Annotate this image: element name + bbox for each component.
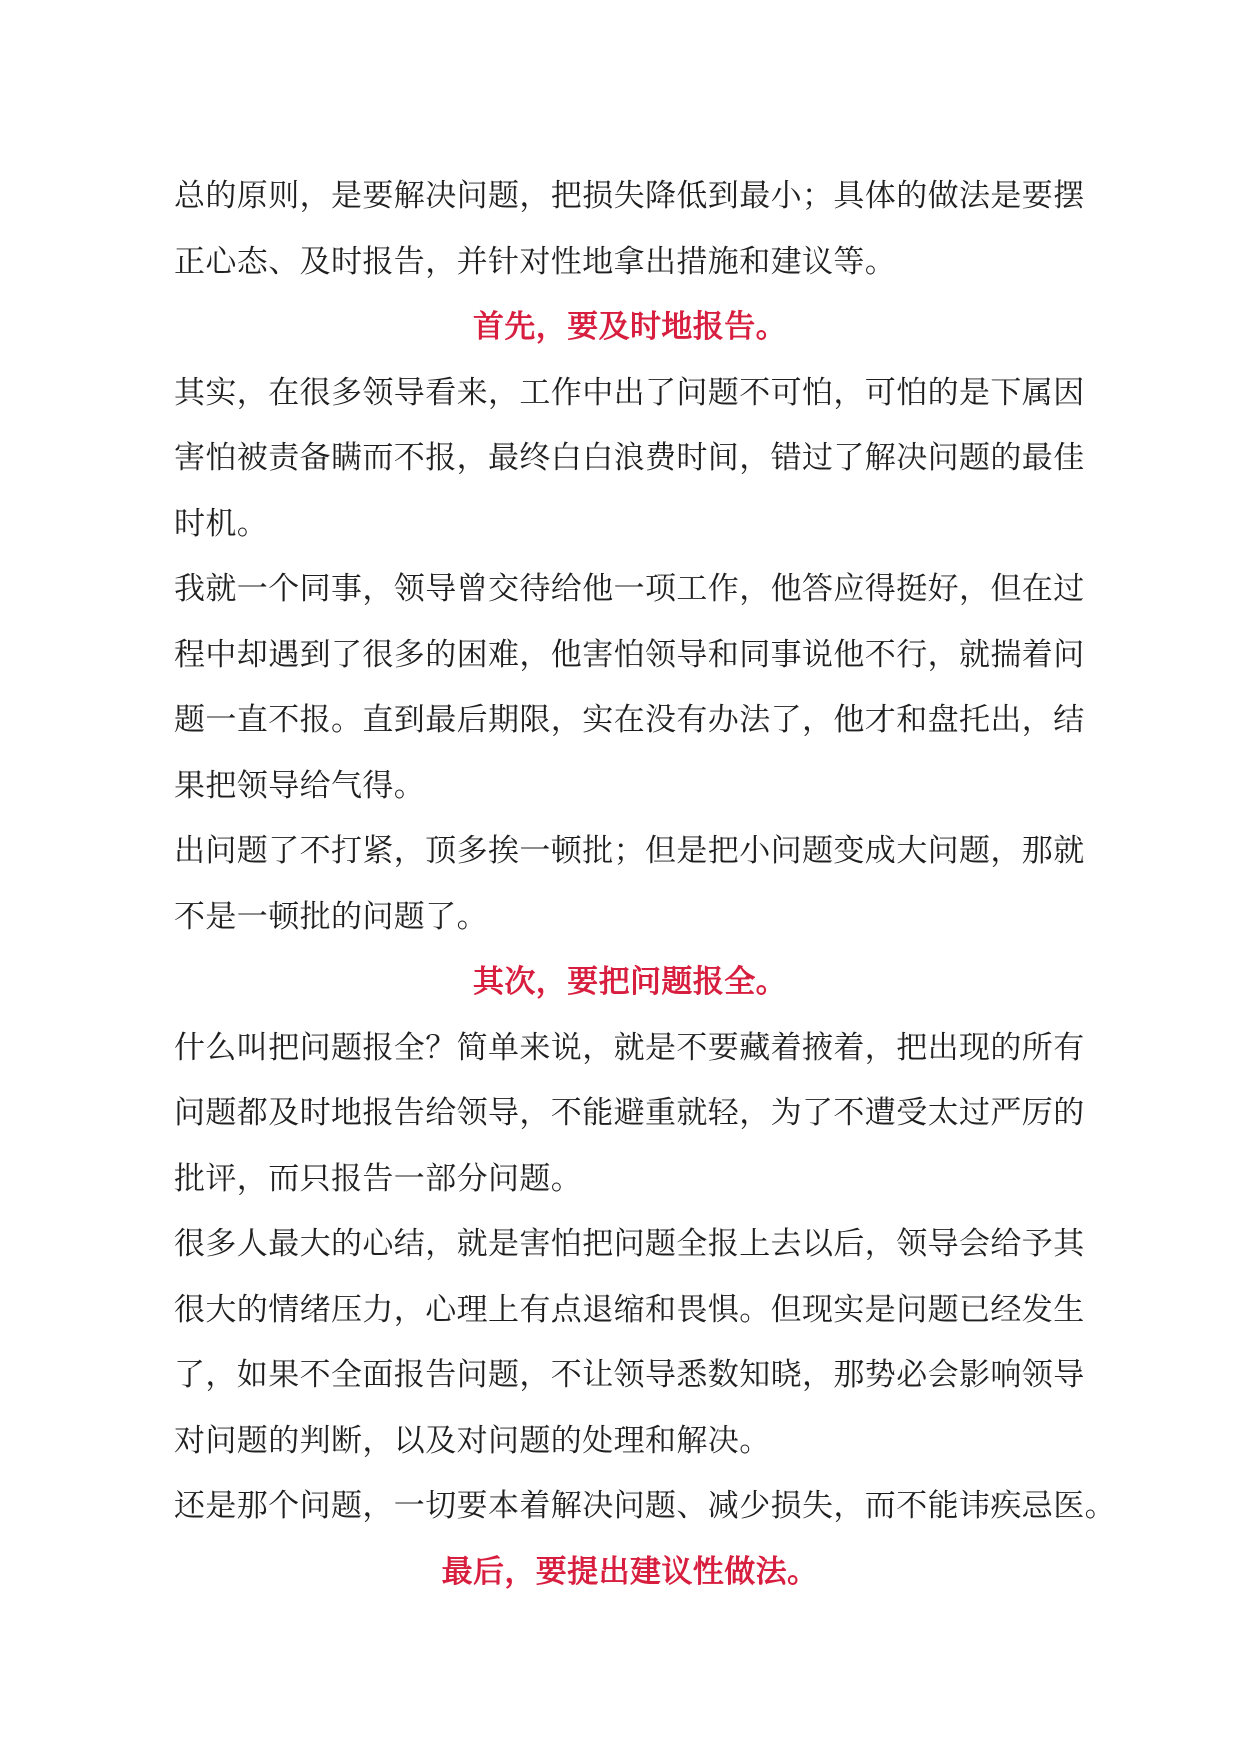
- text-line: 出问题了不打紧，顶多挨一顿批；但是把小问题变成大问题，那就: [174, 833, 1085, 869]
- text-line: 了，如果不全面报告问题，不让领导悉数知晓，那势必会影响领导: [174, 1357, 1085, 1393]
- intro-paragraph: [174, 164, 1086, 295]
- text-line: 害怕被责备瞒而不报，最终白白浪费时间，错过了解决问题的最佳: [174, 440, 1085, 476]
- paragraph: [174, 1212, 1086, 1474]
- text-line: 程中却遇到了很多的困难，他害怕领导和同事说他不行，就揣着问: [174, 636, 1085, 673]
- paragraph: [174, 361, 1086, 558]
- section-heading-last: 最后，要提出建议性做法。: [441, 1553, 819, 1590]
- text-line: 果把领导给气得。: [174, 767, 426, 804]
- text-line: 批评，而只报告一部分问题。: [174, 1160, 583, 1197]
- text-line: 对问题的判断，以及对问题的处理和解决。: [174, 1422, 771, 1459]
- text-line: 题一直不报。直到最后期限，实在没有办法了，他才和盘托出，结: [174, 702, 1085, 738]
- section-heading-first: 首先，要及时地报告。: [473, 309, 787, 345]
- text-line: 正心态、及时报告，并针对性地拿出措施和建议等。: [174, 243, 897, 280]
- text-line: 什么叫把问题报全？简单来说，就是不要藏着掖着，把出现的所有: [174, 1029, 1085, 1066]
- paragraph: [174, 819, 1086, 950]
- text-line: 很多人最大的心结，就是害怕把问题全报上去以后，领导会给予其: [174, 1226, 1085, 1262]
- text-line: 我就一个同事，领导曾交待给他一项工作，他答应得挺好，但在过: [174, 571, 1085, 607]
- paragraph: [174, 1474, 1116, 1540]
- text-line: 很大的情绪压力，心理上有点退缩和畏惧。但现实是问题已经发生: [174, 1291, 1085, 1328]
- text-line: 不是一顿批的问题了。: [174, 898, 488, 935]
- text-line: 问题都及时地报告给领导，不能避重就轻，为了不遭受太过严厉的: [174, 1095, 1085, 1131]
- text-line: 其实，在很多领导看来，工作中出了问题不可怕，可怕的是下属因: [174, 374, 1085, 411]
- document-body: [174, 164, 1116, 1605]
- text-line: 总的原则，是要解决问题，把损失降低到最小；具体的做法是要摆: [174, 178, 1085, 214]
- paragraph: [174, 1016, 1086, 1213]
- text-line: 时机。: [174, 505, 269, 542]
- text-line: 还是那个问题，一切要本着解决问题、减少损失，而不能讳疾忌医。: [174, 1488, 1116, 1524]
- paragraph: [174, 557, 1086, 819]
- section-heading-second: 其次，要把问题报全。: [473, 964, 787, 1000]
